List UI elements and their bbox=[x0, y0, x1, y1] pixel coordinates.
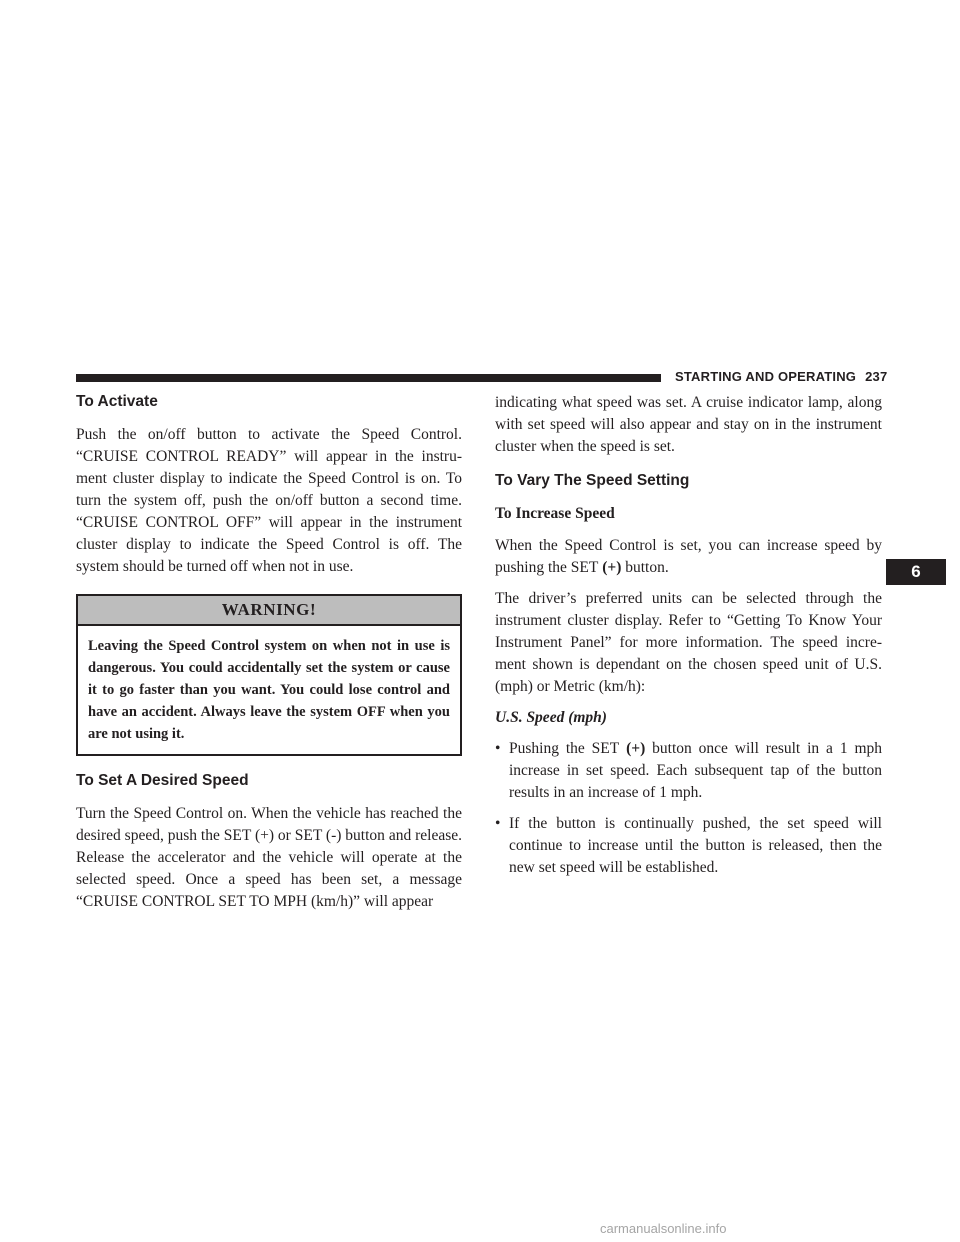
increase-text-post: button. bbox=[625, 559, 669, 576]
set-plus-label: (+) bbox=[626, 740, 646, 757]
watermark: carmanualsonline.info bbox=[600, 1221, 727, 1236]
heading-increase-speed: To Increase Speed bbox=[495, 505, 615, 522]
heading-us-speed: U.S. Speed (mph) bbox=[495, 709, 607, 726]
set-plus-label: (+) bbox=[602, 559, 622, 576]
running-header bbox=[675, 369, 887, 384]
increase-text-pre: When the Speed Control is set, you can increase speed by pushing the SET bbox=[495, 537, 882, 576]
header-rule bbox=[76, 374, 661, 382]
heading-to-activate: To Activate bbox=[76, 393, 158, 410]
activate-paragraph: Push the on/off button to activate the Speed Control. “CRUISE CONTROL READY” will appear in the instru- ment cluster display to indicate the Speed Control is on. To turn the system off, push the on/off button a second time. “CRUISE CONTROL OFF” will appear in the instrument cluster display to indicate the Speed Control is off. The system should be turned off when not in use. bbox=[76, 426, 462, 575]
warning-title: WARNING! bbox=[78, 596, 460, 626]
chapter-tab: 6 bbox=[886, 559, 946, 585]
increase-paragraph bbox=[495, 535, 882, 579]
page-number: 237 bbox=[865, 369, 888, 384]
section-title: STARTING AND OPERATING bbox=[675, 369, 857, 384]
bullet-icon: • bbox=[495, 740, 501, 757]
warning-text: Leaving the Speed Control system on when not in use is dangerous. You could accidentally set the system or cause it to go faster than you want. You could lose control and have an accident. Always leave the system OFF when you are not using it. bbox=[88, 638, 450, 742]
bullet-icon: • bbox=[495, 815, 501, 832]
units-paragraph: The driver’s preferred units can be selected through the instrument cluster display. Refer to “Getting To Know Your Instrument Panel” for more information. The speed incre- ment shown is dependant on the chosen speed unit of U.S. (mph) or Metric (km/h): bbox=[495, 590, 882, 695]
set-speed-paragraph: Turn the Speed Control on. When the vehicle has reached the desired speed, push the SET (+) or SET (-) button and release. Release the accelerator and the vehicle will operate at the selected speed. Once a speed has been set, a message “CRUISE CONTROL SET TO MPH (km/h)” will appear bbox=[76, 805, 462, 910]
heading-set-speed: To Set A Desired Speed bbox=[76, 772, 249, 789]
us-speed-list bbox=[495, 738, 882, 879]
list-item bbox=[495, 738, 882, 804]
list-item bbox=[495, 813, 882, 879]
left-column bbox=[76, 392, 462, 922]
warning-box bbox=[76, 594, 462, 756]
continued-paragraph: indicating what speed was set. A cruise indicator lamp, along with set speed will also appear and stay on in the instrument cluster when the speed is set. bbox=[495, 394, 882, 455]
heading-vary-speed: To Vary The Speed Setting bbox=[495, 472, 690, 489]
bullet1-pre: Pushing the SET bbox=[509, 740, 620, 757]
right-column bbox=[495, 392, 882, 888]
bullet2-text: If the button is continually pushed, the set speed will continue to increase until the button is released, then the new set speed will be established. bbox=[509, 815, 882, 876]
bullet1-post: button once will result in a 1 mph increase in set speed. Each subsequent tap of the button results in an increase of 1 mph. bbox=[509, 740, 883, 801]
